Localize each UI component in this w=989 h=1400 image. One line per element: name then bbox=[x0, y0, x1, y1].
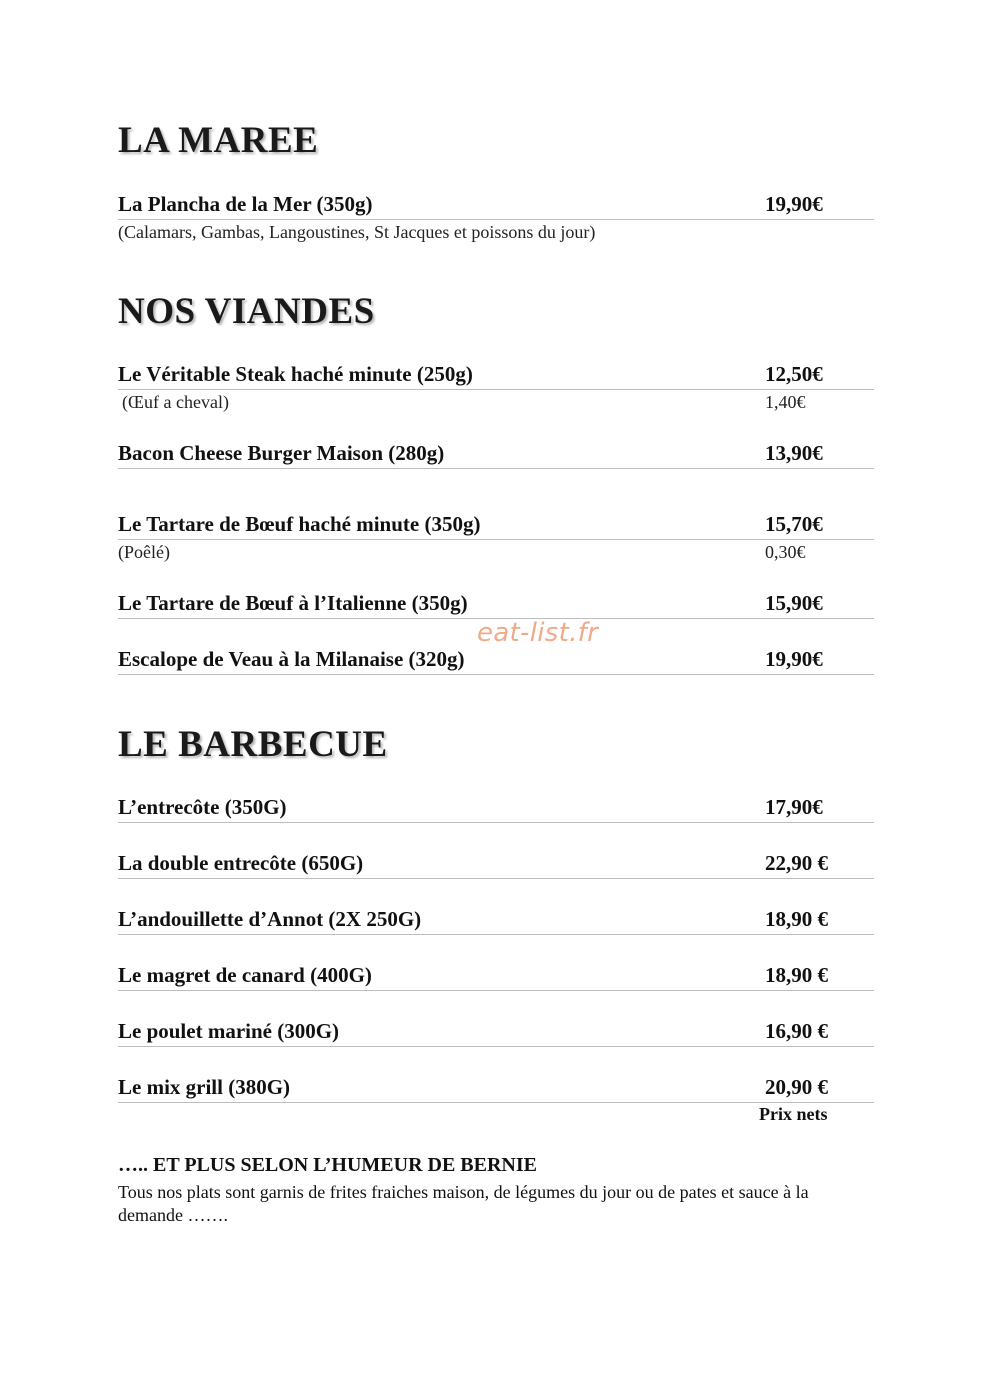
item-name: La double entrecôte (650G) bbox=[118, 851, 364, 875]
item-price: 22,90 € bbox=[765, 851, 828, 875]
menu-item bbox=[118, 1017, 874, 1047]
divider bbox=[118, 822, 874, 823]
item-name: Le poulet mariné (300G) bbox=[118, 1019, 340, 1043]
item-price: 19,90€ bbox=[765, 192, 823, 216]
divider bbox=[118, 219, 874, 220]
item-price: 16,90 € bbox=[765, 1019, 828, 1043]
menu-item bbox=[118, 961, 874, 991]
item-name: L’entrecôte (350G) bbox=[118, 795, 287, 819]
item-name: Bacon Cheese Burger Maison (280g) bbox=[118, 441, 445, 465]
item-name: Le Tartare de Bœuf haché minute (350g) bbox=[118, 512, 481, 536]
item-price: 17,90€ bbox=[765, 795, 823, 819]
item-name: Le Véritable Steak haché minute (250g) bbox=[118, 362, 473, 386]
divider bbox=[118, 990, 874, 991]
item-name: L’andouillette d’Annot (2X 250G) bbox=[118, 907, 422, 931]
divider bbox=[118, 674, 874, 675]
section-title-barbecue: LE BARBECUE bbox=[118, 724, 388, 765]
watermark: eat-list.fr bbox=[477, 618, 599, 648]
item-price: 18,90 € bbox=[765, 963, 828, 987]
item-price: 15,70€ bbox=[765, 512, 823, 536]
item-note-price: 0,30€ bbox=[765, 542, 806, 562]
menu-item bbox=[118, 510, 874, 540]
divider bbox=[118, 1102, 874, 1103]
section-title-viandes: NOS VIANDES bbox=[118, 291, 375, 332]
menu-item bbox=[118, 190, 874, 220]
item-name: Le Tartare de Bœuf à l’Italienne (350g) bbox=[118, 591, 468, 615]
item-price: 13,90€ bbox=[765, 441, 823, 465]
menu-item bbox=[118, 439, 874, 469]
divider bbox=[118, 1046, 874, 1047]
menu-item bbox=[118, 905, 874, 935]
menu-item bbox=[118, 849, 874, 879]
item-note: (Poêlé) bbox=[118, 542, 170, 562]
item-name: La Plancha de la Mer (350g) bbox=[118, 192, 373, 216]
footer-text: Tous nos plats sont garnis de frites fraiches maison, de légumes du jour ou de pates et sauce à la demande ……. bbox=[118, 1182, 809, 1225]
footer-heading: ….. ET PLUS SELON L’HUMEUR DE BERNIE bbox=[118, 1154, 537, 1176]
menu-item bbox=[118, 360, 874, 390]
prix-nets-label: Prix nets bbox=[759, 1104, 828, 1124]
divider bbox=[118, 468, 874, 469]
menu-item bbox=[118, 589, 874, 619]
menu-item bbox=[118, 1073, 874, 1103]
item-price: 19,90€ bbox=[765, 647, 823, 671]
section-title-maree: LA MAREE bbox=[118, 120, 319, 161]
menu-item bbox=[118, 645, 874, 675]
item-note: (Œuf a cheval) bbox=[122, 392, 229, 412]
item-price: 20,90 € bbox=[765, 1075, 828, 1099]
item-price: 12,50€ bbox=[765, 362, 823, 386]
item-note: (Calamars, Gambas, Langoustines, St Jacques et poissons du jour) bbox=[118, 222, 596, 242]
divider bbox=[118, 389, 874, 390]
item-name: Escalope de Veau à la Milanaise (320g) bbox=[118, 647, 465, 671]
item-price: 18,90 € bbox=[765, 907, 828, 931]
item-price: 15,90€ bbox=[765, 591, 823, 615]
item-name: Le magret de canard (400G) bbox=[118, 963, 372, 987]
divider bbox=[118, 539, 874, 540]
divider bbox=[118, 878, 874, 879]
item-name: Le mix grill (380G) bbox=[118, 1075, 291, 1099]
menu-item bbox=[118, 793, 874, 823]
item-note-price: 1,40€ bbox=[765, 392, 806, 412]
divider bbox=[118, 934, 874, 935]
